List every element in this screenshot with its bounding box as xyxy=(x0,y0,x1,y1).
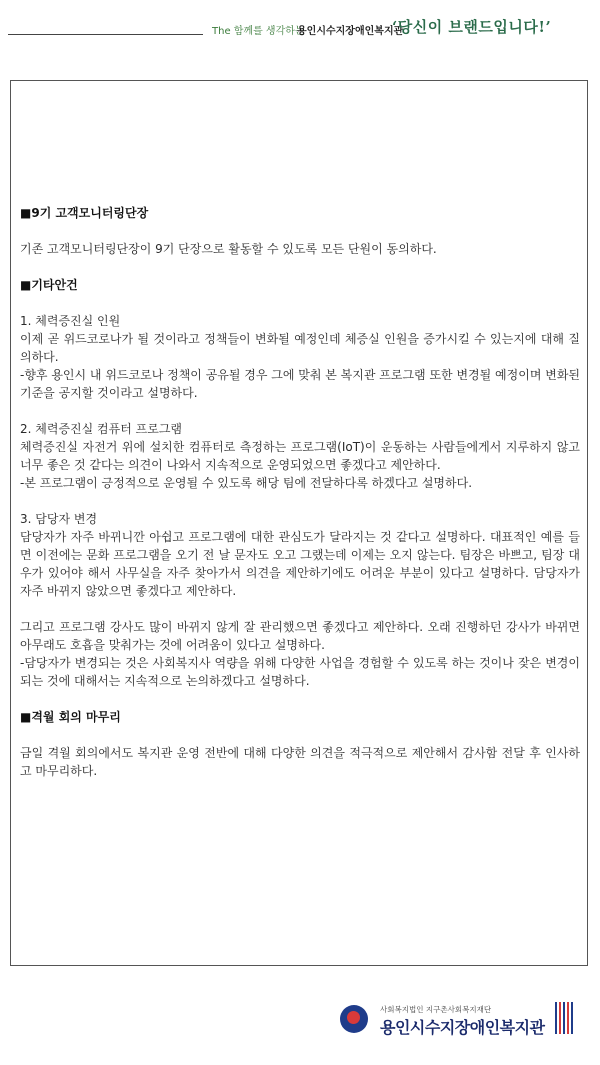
item-title: 1. 체력증진실 인원 xyxy=(20,314,121,328)
paragraph: -본 프로그램이 긍정적으로 운영될 수 있도록 해당 팀에 전달하다록 하겠다고 설명하다. xyxy=(20,476,473,490)
item-title: 3. 담당자 변경 xyxy=(20,512,98,526)
paragraph: -향후 용인시 내 위드코로나 정책이 공유될 경우 그에 맞춰 본 복지관 프로그램 또한 변경될 예정이며 변화된 기준을 공지할 것이라고 설명하다. xyxy=(20,368,581,400)
document-body xyxy=(20,204,580,780)
paragraph: 금일 격월 회의에서도 복지관 운영 전반에 대해 다양한 의견을 적극적으로 제안해서 감사함 전달 후 인사하고 마무리하다. xyxy=(20,746,580,778)
header-org-name: 용인시수지장애인복지관 xyxy=(297,26,404,37)
paragraph: 기존 고객모니터링단장이 9기 단장으로 활동할 수 있도록 모든 단원이 동의하다. xyxy=(20,242,437,256)
header-rule xyxy=(8,34,203,35)
header-tagline: The 함께를 생각하는 xyxy=(212,26,305,37)
footer-foundation: 사회복지법인 지구촌사회복지재단 xyxy=(380,1005,492,1014)
section-heading-closing: ■격월 회의 마무리 xyxy=(20,710,121,724)
paragraph: 담당자가 자주 바뀌니깐 아쉽고 프로그램에 대한 관심도가 달라지는 것 같다고 설명하다. 대표적인 예를 들면 이전에는 문화 프로그램을 오기 전 날 문자도 오고 그랬는데 이제는 오지 않는다. 팀장은 바쁘고, 팀장 대우가 있어야 해서 사무실을 자주 찾아가서 의견을 제안하기에도 어려운 부분이 있다고 설명하다. 담당자가 자주 바뀌지 않았으면 좋겠다고 제안하다. xyxy=(20,530,580,598)
header-slogan: ‘당신이 브랜드입니다!’ xyxy=(392,18,552,36)
section-heading-leader: ■9기 고객모니터링단장 xyxy=(20,206,149,220)
section-heading-other: ■기타안건 xyxy=(20,278,78,292)
footer-logo xyxy=(340,1000,580,1045)
org-emblem-icon xyxy=(340,1005,368,1033)
footer-org-name: 용인시수지장애인복지관 xyxy=(380,1018,545,1037)
item-title: 2. 체력증진실 컴퓨터 프로그램 xyxy=(20,422,182,436)
paragraph: 체력증진실 자전거 위에 설치한 컴퓨터로 측정하는 프로그램(IoT)이 운동하는 사람들에게서 지루하지 않고 너무 좋은 것 같다는 의견이 나와서 지속적으로 운영되었으면 좋겠다고 제안하다. xyxy=(20,440,580,472)
paragraph: -담당자가 변경되는 것은 사회복지사 역량을 위해 다양한 사업을 경험할 수 있도록 하는 것이나 잦은 변경이 되는 것에 대해서는 지속적으로 논의하겠다고 설명하다. xyxy=(20,656,580,688)
barcode-mark-icon xyxy=(553,1002,575,1034)
paragraph: 그리고 프로그램 강사도 많이 바뀌지 않게 잘 관리했으면 좋겠다고 제안하다. 오래 진행하던 강사가 바뀌면 아무래도 호흡을 맞춰가는 것에 어려움이 있다고 설명하다. xyxy=(20,620,580,652)
paragraph: 이제 곧 위드코로나가 될 것이라고 정책들이 변화될 예정인데 체증실 인원을 증가시킬 수 있는지에 대해 질의하다. xyxy=(20,332,580,364)
